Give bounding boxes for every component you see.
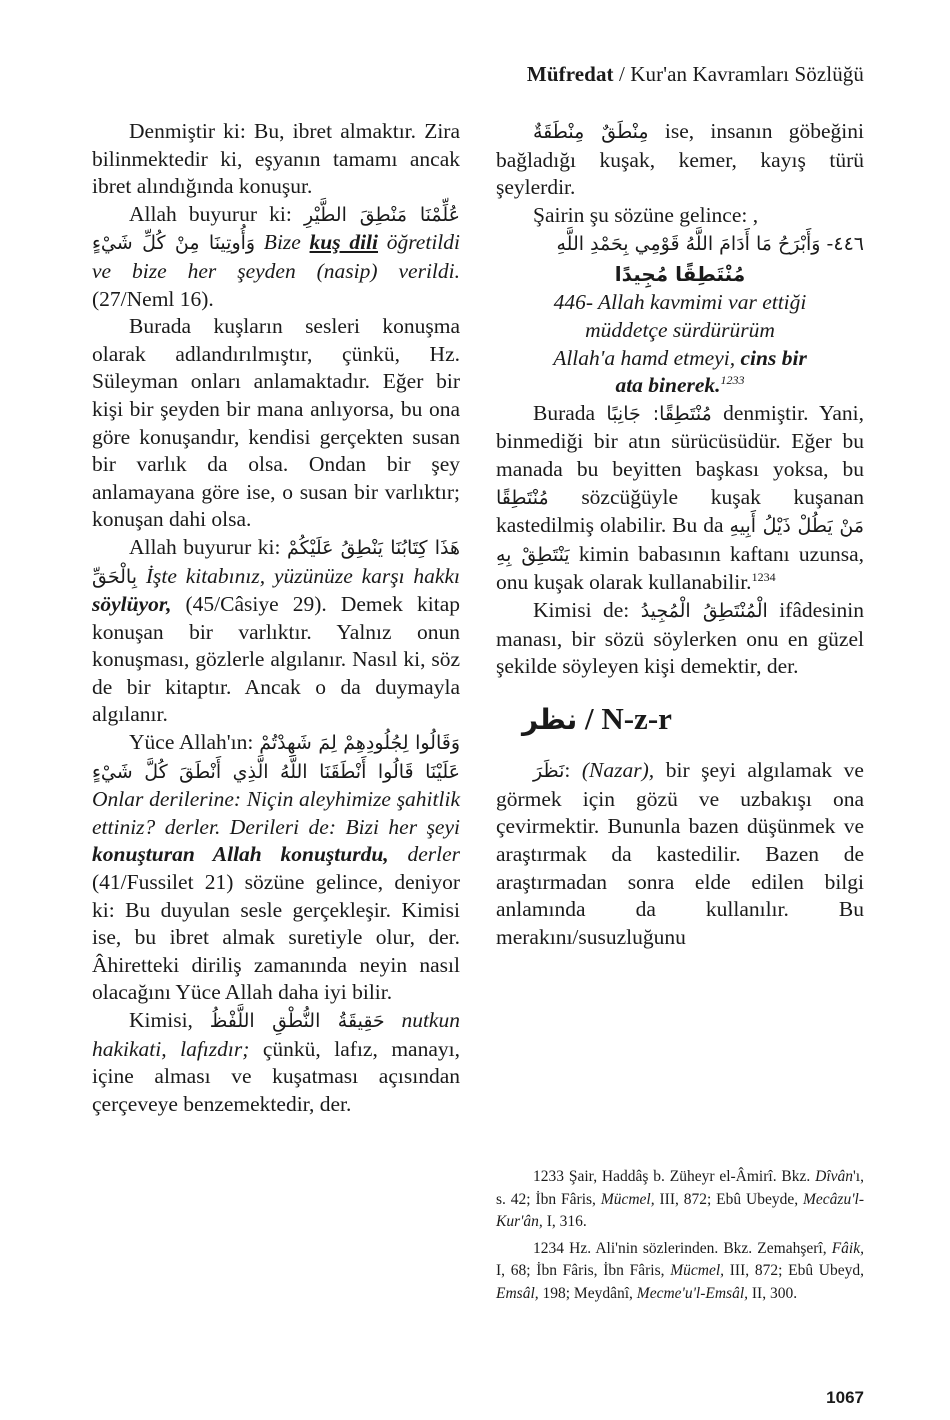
source-title: Dîvân (815, 1168, 854, 1185)
paragraph (496, 400, 864, 597)
text: Burada (533, 400, 607, 425)
arabic-term: الْمُنْتَطِقُ الْمُجِيدُ (640, 599, 768, 622)
entry-separator: / (577, 700, 602, 736)
text: III, 872; Ebû Ubeyd, (724, 1262, 864, 1279)
text: Kimisi, (129, 1008, 210, 1032)
footnote (496, 1166, 864, 1234)
text: Hz. Ali'nin sözlerinden. Bkz. Zemahşerî, (564, 1239, 832, 1257)
right-column (496, 118, 864, 951)
arabic-term: نَظَرَ (533, 760, 565, 783)
paragraph (92, 729, 460, 1007)
text: Demek kitap konuşan bir varlıktır. Yalnız onun konuşması, gözlerle algılanır. Nasıl ki, söz de bir kitaptır. Ancak o da duymayla algılanır. (92, 592, 460, 727)
arabic-quote: هَذَا كِتَابُنَا يَنْطِقُ عَلَيْكُمْ بِالْحَقِّ (92, 536, 460, 588)
arabic-quote: عُلِّمْنَا مَنْطِقَ الطَّيْرِ وَأُوتِينَا مِنْ كُلِّ شَيْءٍ (92, 203, 460, 255)
translation: nutkun hakikati, lafızdır; (92, 1008, 460, 1061)
footnote-ref: 1233 (720, 373, 745, 387)
text: 198; Meydânî, (538, 1284, 637, 1302)
text: ise, insanın göbeğini bağladığı kuşak, kemer, kayış türü şeylerdir. (496, 119, 864, 200)
entry-root-latin: N-z-r (601, 700, 672, 736)
verse-translation (496, 289, 864, 399)
text: sözcüğüyle kuşak kuşanan kastedilmiş olabilir. Bu da (496, 484, 864, 538)
verse-emphasis: cins bir (740, 345, 807, 370)
paragraph (496, 597, 864, 681)
text: (41/Fussilet 21) sözüne gelince, deniyor ki: Bu duyulan sesle gerçekleşir. Kimisi ise, bu ibret almak suretiyle olur, der. Âhiretteki diriliş zamanında neyin nasıl olacağını Yüce Allah daha iyi bilir. (92, 870, 460, 1005)
left-column (92, 118, 460, 1118)
paragraph (496, 118, 864, 202)
footnotes (496, 1166, 864, 1309)
verse-reference: (27/Neml 16). (92, 286, 214, 311)
arabic-term: مُنْتَطِقًا (496, 486, 549, 509)
source-title: Emsâl, (496, 1284, 539, 1302)
translation: öğretildi ve bize her şeyden (nasip) verildi. (92, 230, 460, 283)
entry-heading (522, 700, 864, 736)
source-title: Mücmel, (600, 1190, 655, 1208)
verse-line (496, 372, 864, 400)
source-title: Fâik, (831, 1239, 864, 1257)
paragraph (92, 1007, 460, 1118)
translation: derler (388, 842, 460, 867)
arabic-quote: وَقَالُوا لِجُلُودِهِمْ لِمَ شَهِدْتُمْ عَلَيْنَا قَالُوا أَنْطَقَنَا اللَّهُ الَّذِي أَنْطَقَ كُلَّ شَيْءٍ (92, 732, 460, 783)
verse-line: müddetçe sürdürürüm (585, 317, 775, 342)
source-title: Mücmel, (670, 1262, 725, 1279)
text: III, 872; Ebû Ubeyde, (654, 1190, 804, 1208)
paragraph: Denmiştir ki: Bu, ibret almaktır. Zira bilinmektedir ki, eşyanın tamamı ancak ibret alındığında konuşur. (92, 119, 460, 199)
text: I, 68; İbn Fâris, İbn Fâris, (496, 1262, 671, 1279)
emphasis: söylüyor, (92, 592, 172, 617)
text: Yüce Allah'ın: (129, 730, 260, 755)
page-number: 1067 (826, 1388, 864, 1407)
arabic-verse-line: ٤٤٦- وَأَبْرَحُ مَا أَدَامَ اللَّهُ قَوْمِي بِحَمْدِ اللَّهِ (556, 233, 864, 256)
footnote-number: 1233 (533, 1168, 564, 1185)
text: 'ı, s. 42; İbn Fâris, (496, 1168, 864, 1208)
footnote-number: 1234 (533, 1239, 564, 1257)
paragraph: Burada kuşların sesleri konuşma olarak adlandırılmıştır, çünkü, Hz. Süleyman onları anlamaktadır. Eğer bir kişi bir şeyden bir mana anlıyorsa, bu ona göre konuşandır, kendisi gerçekten susan bir varlık da olsa. Ondan bir şey anlamayana göre ise, o susan bir varlıktır; konuşan dahi olsa. (92, 314, 460, 532)
paragraph (92, 201, 460, 313)
text: I, 316. (542, 1213, 587, 1230)
header-separator: / (613, 62, 631, 86)
text: bir şeyi algılamak ve görmek için gözü ve uzbakışı ona çevirmektir. Bununla bazen düşünmek ve araştırmak da kastedilir. Bazen de araştırmadan sonra elde edilen bilgi anlamında da kullanılır. Bu merakını/susuzluğunu (496, 758, 864, 949)
text: çünkü, lafız, manayı, içine alması ve kuşatması açısından çerçeveye benzemektedir, der. (92, 1036, 460, 1116)
text: Allah buyurur ki: (129, 201, 304, 226)
text: ifâdesinin manası, bir sözü söylerken onu en güzel şekilde söyleyen kişi demektir, der. (496, 597, 864, 679)
arabic-term: مُنْتَطِقًا: جَانِبًا (606, 402, 712, 425)
running-header (527, 62, 864, 87)
translation: Onlar derilerine: Niçin aleyhimize şahitlik ettiniz? derler. Derileri de: Bizi her şeyi (92, 787, 460, 839)
text: Allah buyurur ki: (129, 534, 287, 559)
text: denmiştir. Yani, binmediği bir atın sürücüsüdür. Eğer bu manada bu beyitten başkası yoksa, bu (496, 400, 865, 481)
header-section: Müfredat (526, 62, 614, 86)
text: kimin babasının kaftanı uzunsa, onu kuşak olarak kullanabilir. (496, 541, 864, 595)
entry-root-arabic: نظر (522, 702, 578, 736)
verse-reference: (45/Câsiye 29). (171, 592, 327, 617)
verse-line (496, 345, 864, 373)
footnote (496, 1238, 864, 1306)
text: Kimisi de: (533, 597, 641, 622)
translation: Bize (255, 230, 310, 255)
paragraph (92, 534, 460, 729)
emphasis: kuş dili (309, 230, 379, 255)
arabic-term: مِنْطَقٌ مِنْطَقَةٌ (533, 121, 649, 143)
source-title: Mecme'u'l-Emsâl, (636, 1284, 748, 1302)
paragraph (496, 757, 864, 951)
term-transliteration: (Nazar), (581, 758, 655, 783)
arabic-verse-line: مُنْتَطِقًا مُجِيدًا (614, 262, 746, 287)
text: : (564, 758, 582, 783)
emphasis: konuşturan Allah konuşturdu, (92, 842, 389, 867)
arabic-proverb: مَنْ يَطُلْ ذَيْلُ أَبِيهِ يَنْتَطِقْ بِهِ (496, 515, 864, 566)
text: II, 300. (748, 1284, 798, 1302)
arabic-quote: حَقِيقَةُ النُّطْقِ اللَّفْظُ (209, 1010, 385, 1032)
verse-line: 446- Allah kavmimi var ettiği (553, 290, 807, 315)
verse-text: Allah'a hamd etmeyi, (553, 345, 741, 370)
translation: İşte kitabınız, yüzünüze karşı hakkı (136, 563, 460, 588)
source-title: Mecâzu'l-Kur'ân, (496, 1190, 865, 1230)
footnote-ref: 1234 (751, 570, 776, 585)
text: Şair, Haddâş b. Züheyr el-Âmirî. Bkz. (564, 1168, 816, 1185)
header-book-title: Kur'an Kavramları Sözlüğü (630, 62, 864, 86)
paragraph: Şairin şu sözüne gelince: , (533, 202, 759, 227)
verse-emphasis: ata binerek. (615, 373, 721, 398)
